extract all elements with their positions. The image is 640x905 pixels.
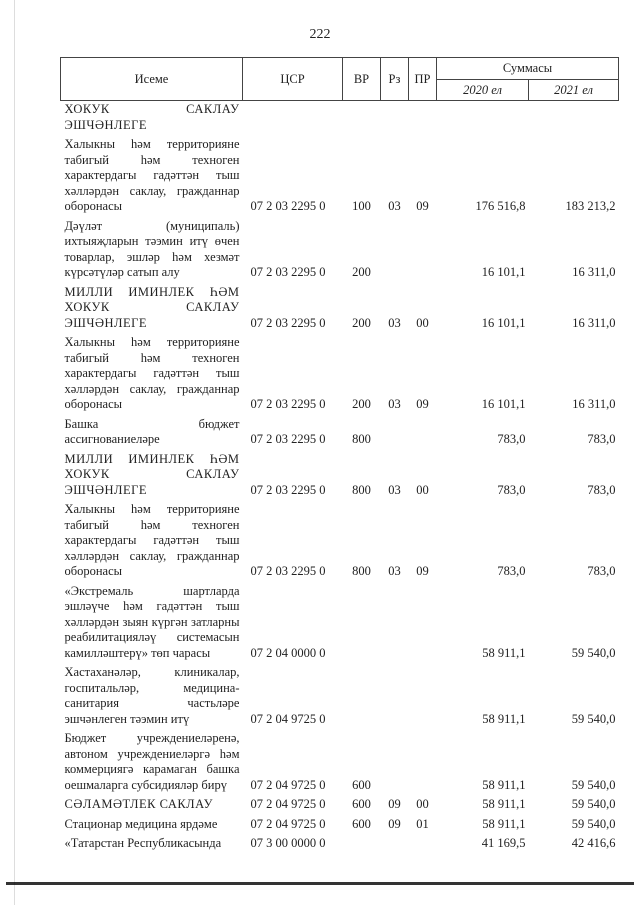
- row-value-2020: 16 101,1: [481, 315, 526, 330]
- row-csr: 07 2 03 2295 0: [250, 564, 326, 578]
- table-header: [61, 58, 619, 101]
- row-name: Бюджет учреждениеләренә, автоном учреждениеләргә һәм коммерциягә карамаган башка оешмаларга субсидияләр бирү: [64, 731, 240, 792]
- row-csr: [243, 101, 343, 134]
- row-csr: 07 2 04 9725 0: [250, 777, 326, 792]
- row-value-2020: 58 911,1: [482, 797, 526, 811]
- row-rz: 03: [388, 564, 401, 578]
- row-csr: 07 2 04 0000 0: [250, 645, 326, 660]
- row-value-2021: 783,0: [587, 564, 616, 578]
- row-vr: 200: [352, 397, 371, 411]
- row-value-2020: 41 169,5: [481, 836, 526, 850]
- row-vr: 800: [352, 432, 371, 446]
- row-name: Халыкны һәм территорияне табигый һәм техноген характердагы гадәттән тыш хәлләрдән саклау, гражданнар оборонасы: [64, 137, 240, 213]
- row-pr: [409, 413, 437, 448]
- row-value-2021: [529, 101, 619, 134]
- table-row: [61, 661, 619, 727]
- row-name: ХОКУК САКЛАУ ЭШЧӘНЛЕГЕ: [64, 102, 240, 132]
- row-rz: 03: [388, 397, 401, 411]
- row-csr: 07 2 04 9725 0: [250, 816, 326, 831]
- row-rz: [381, 215, 409, 281]
- table-row: [61, 448, 619, 499]
- row-value-2021: 783,0: [587, 432, 616, 446]
- row-value-2021: 59 540,0: [571, 711, 616, 726]
- table-row: [61, 133, 619, 215]
- row-value-2020: 58 911,1: [482, 777, 526, 792]
- row-pr: [409, 727, 437, 793]
- row-vr: 800: [352, 482, 371, 497]
- row-vr: 600: [352, 797, 371, 811]
- row-rz: [381, 580, 409, 662]
- row-name: СӘЛАМӘТЛЕК САКЛАУ: [64, 797, 213, 811]
- table-row: [61, 413, 619, 448]
- row-pr: [409, 832, 437, 852]
- row-value-2020: 783,0: [497, 482, 526, 497]
- table-row: [61, 101, 619, 134]
- row-value-2020: 16 101,1: [481, 265, 526, 279]
- row-pr: 09: [416, 199, 429, 213]
- row-value-2020: 58 911,1: [482, 645, 526, 660]
- table-row: [61, 813, 619, 833]
- row-pr: 00: [416, 482, 429, 497]
- table-row: [61, 832, 619, 852]
- page-number: 222: [309, 27, 331, 42]
- row-rz: [381, 413, 409, 448]
- row-name: Башка бюджет ассигнованиеләре: [64, 416, 240, 446]
- header-csr: ЦСР: [243, 58, 343, 101]
- row-name: «Татарстан Республикасында: [64, 836, 222, 850]
- row-name: Дәүләт (муниципаль) ихтыяҗларын тәэмин итү өчен товарлар, эшләр һәм хезмәт күрсәтүләр сатып алу: [64, 218, 240, 279]
- row-rz: 03: [388, 315, 401, 330]
- row-value-2021: 16 311,0: [572, 315, 616, 330]
- row-name: Стационар медицина ярдәме: [64, 816, 218, 831]
- row-vr: [343, 101, 381, 134]
- row-value-2021: 59 540,0: [571, 777, 616, 792]
- table-row: [61, 281, 619, 332]
- table-body: [61, 101, 619, 852]
- row-csr: 07 2 03 2295 0: [250, 482, 326, 497]
- row-value-2021: 59 540,0: [571, 645, 616, 660]
- table-row: [61, 793, 619, 813]
- row-value-2020: 58 911,1: [482, 816, 526, 831]
- row-vr: 200: [352, 315, 371, 330]
- row-vr: [343, 580, 381, 662]
- row-value-2020: 783,0: [497, 564, 526, 578]
- header-year-2020: 2020 ел: [437, 80, 529, 101]
- scan-bottom-edge: [6, 882, 634, 885]
- budget-table: [60, 57, 619, 852]
- row-name: МИЛЛИ ИМИНЛЕК ҺӘМ ХОКУК САКЛАУ ЭШЧӘНЛЕГЕ: [64, 451, 240, 497]
- row-pr: [409, 215, 437, 281]
- row-csr: 07 2 03 2295 0: [250, 432, 326, 446]
- row-csr: 07 2 03 2295 0: [250, 315, 326, 330]
- row-value-2020: 783,0: [497, 432, 526, 446]
- row-rz: [381, 832, 409, 852]
- header-pr: ПР: [409, 58, 437, 101]
- row-value-2020: [437, 101, 529, 134]
- row-pr: 09: [416, 564, 429, 578]
- row-csr: 07 2 03 2295 0: [250, 199, 326, 213]
- row-rz: [381, 727, 409, 793]
- row-csr: 07 2 03 2295 0: [250, 397, 326, 411]
- row-value-2021: 783,0: [587, 482, 616, 497]
- row-vr: 800: [352, 564, 371, 578]
- header-vr: ВР: [343, 58, 381, 101]
- row-pr: 09: [416, 397, 429, 411]
- row-value-2021: 183 213,2: [565, 199, 616, 213]
- table-row: [61, 215, 619, 281]
- header-name: Исеме: [61, 58, 243, 101]
- table-row: [61, 727, 619, 793]
- row-vr: [343, 832, 381, 852]
- row-name: Халыкны һәм территорияне табигый һәм техноген характердагы гадәттән тыш хәлләрдән саклау, гражданнар оборонасы: [64, 335, 240, 411]
- header-year-2021: 2021 ел: [529, 80, 619, 101]
- row-name: Хастаханәләр, клиникалар, госпитальләр, медицина-санитария частьләре эшчәнлеген тәэмин итү: [64, 665, 240, 726]
- row-rz: 03: [388, 199, 401, 213]
- row-rz: 03: [388, 482, 401, 497]
- row-pr: [409, 101, 437, 134]
- table-row: [61, 331, 619, 413]
- row-name: Халыкны һәм территорияне табигый һәм техноген характердагы гадәттән тыш хәлләрдән саклау, гражданнар оборонасы: [64, 502, 240, 578]
- row-name: МИЛЛИ ИМИНЛЕК ҺӘМ ХОКУК САКЛАУ ЭШЧӘНЛЕГЕ: [64, 284, 240, 330]
- row-value-2020: 58 911,1: [482, 711, 526, 726]
- row-vr: 600: [352, 777, 371, 792]
- row-vr: 600: [352, 816, 371, 831]
- row-vr: 100: [352, 199, 371, 213]
- header-rz: Рз: [381, 58, 409, 101]
- header-sums: Суммасы: [437, 58, 619, 80]
- row-value-2021: 59 540,0: [571, 797, 616, 811]
- row-pr: 00: [416, 797, 429, 811]
- row-rz: [381, 661, 409, 727]
- row-value-2020: 176 516,8: [475, 199, 526, 213]
- table-row: [61, 498, 619, 580]
- scan-margin-line: [14, 0, 15, 905]
- row-value-2021: 16 311,0: [572, 265, 616, 279]
- row-value-2020: 16 101,1: [481, 397, 526, 411]
- row-value-2021: 42 416,6: [571, 836, 616, 850]
- row-value-2021: 59 540,0: [571, 816, 616, 831]
- row-rz: 09: [388, 816, 401, 831]
- row-csr: 07 3 00 0000 0: [250, 836, 326, 850]
- row-csr: 07 2 04 9725 0: [250, 797, 326, 811]
- row-pr: 00: [416, 315, 429, 330]
- row-vr: 200: [352, 265, 371, 279]
- table-row: [61, 580, 619, 662]
- row-pr: [409, 661, 437, 727]
- row-pr: 01: [416, 816, 429, 831]
- row-csr: 07 2 04 9725 0: [250, 711, 326, 726]
- row-csr: 07 2 03 2295 0: [250, 265, 326, 279]
- row-rz: [381, 101, 409, 134]
- row-vr: [343, 661, 381, 727]
- row-pr: [409, 580, 437, 662]
- row-name: «Экстремаль шартларда эшләүче һәм гадәттән тыш хәлләрдән зыян күргән затларны реабилитацияләү системасын камилләштерү» төп чарасы: [64, 583, 240, 660]
- row-rz: 09: [388, 797, 401, 811]
- row-value-2021: 16 311,0: [572, 397, 616, 411]
